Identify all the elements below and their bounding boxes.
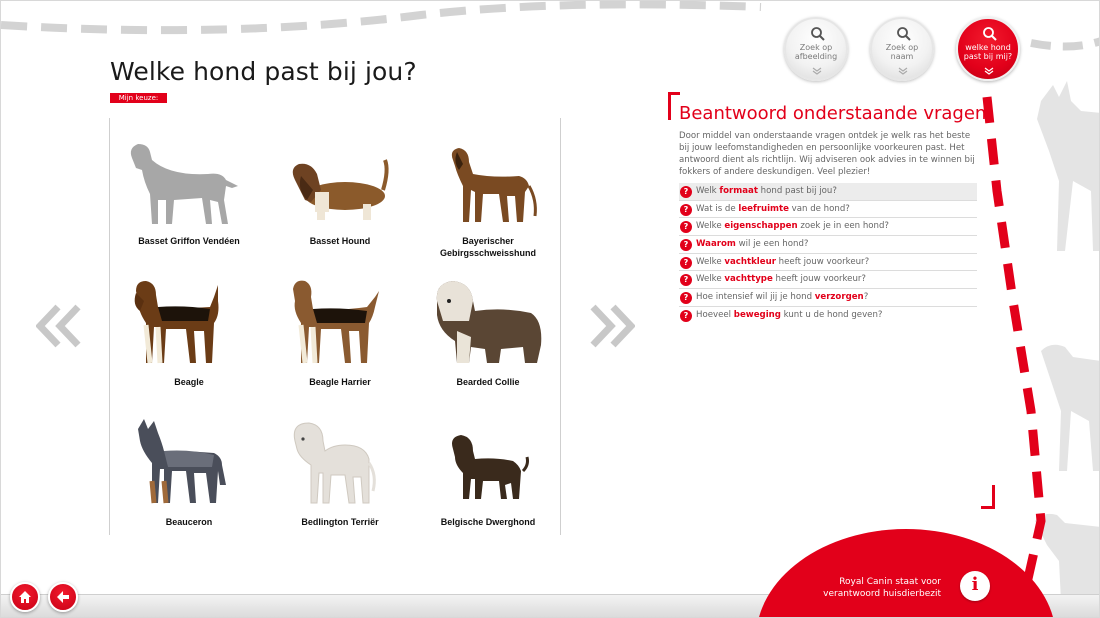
dog-name: Beagle Harrier: [309, 377, 371, 387]
search-by-name-button[interactable]: [870, 17, 934, 81]
dog-card[interactable]: [413, 120, 563, 259]
bavarian-hound-image: [413, 130, 563, 230]
search-icon: [810, 26, 826, 42]
dog-name: Beauceron: [165, 517, 213, 527]
royal-canin-panel: [756, 529, 1056, 618]
home-icon: [18, 590, 32, 604]
beagle-image: [114, 271, 264, 371]
back-arrow-icon: [56, 590, 70, 604]
dog-card[interactable]: [265, 401, 415, 540]
chevron-down-icon: [812, 67, 822, 75]
question-item-waarom[interactable]: ? Waarom wil je een hond?: [679, 236, 977, 254]
question-mark-icon: ?: [680, 257, 692, 269]
question-mark-icon: ?: [680, 186, 692, 198]
dog-card[interactable]: [413, 401, 563, 540]
back-button[interactable]: [48, 582, 78, 612]
question-mark-icon: ?: [680, 239, 692, 251]
search-icon: [896, 26, 912, 42]
belgian-griffon-image: [413, 411, 563, 511]
home-button[interactable]: [10, 582, 40, 612]
basset-hound-image: [265, 130, 415, 230]
double-chevron-right-icon[interactable]: [585, 303, 635, 349]
my-choice-badge[interactable]: Mijn keuze:: [110, 93, 167, 103]
question-item-formaat[interactable]: ? Welk formaat hond past bij jou?: [679, 183, 977, 201]
questionnaire-intro: Door middel van onderstaande vragen ontdek je welk ras het beste bij jouw leefomstandigheden en persoonlijke voorkeuren past. Het antwoord dient als richtlijn. Wij adviseren ook advies in te winnen bij fokkers of andere deskundigen. Veel plezier!: [679, 131, 975, 177]
chevron-down-icon: [898, 67, 908, 75]
bedlington-terrier-image: [265, 411, 415, 511]
question-mark-icon: ?: [680, 310, 692, 322]
question-item-eigenschappen[interactable]: ? Welke eigenschappen zoek je in een hond?: [679, 218, 977, 236]
panel-corner-bottom-right: [981, 485, 995, 509]
dog-name: Bayerischer Gebirgsschweisshund: [439, 236, 537, 258]
which-dog-suits-me-button[interactable]: [956, 17, 1020, 81]
question-list: [679, 183, 977, 325]
dog-card[interactable]: [265, 261, 415, 400]
dog-name: Basset Hound: [309, 236, 371, 246]
question-mark-icon: ?: [680, 204, 692, 216]
search-icon: [982, 26, 998, 42]
beauceron-image: [114, 411, 264, 511]
question-mark-icon: ?: [680, 274, 692, 286]
search-by-name-label: Zoek op naam: [885, 43, 919, 61]
info-button[interactable]: [960, 571, 990, 601]
dog-name: Bearded Collie: [456, 377, 520, 387]
dog-grid: [109, 118, 561, 535]
question-mark-icon: ?: [680, 292, 692, 304]
question-item-leefruimte[interactable]: ? Wat is de leefruimte van de hond?: [679, 201, 977, 219]
question-mark-icon: ?: [680, 221, 692, 233]
chevron-down-icon: [984, 67, 994, 75]
royal-canin-statement: Royal Canin staat voor verantwoord huisdierbezit: [823, 577, 941, 599]
question-item-beweging[interactable]: ? Hoeveel beweging kunt u de hond geven?: [679, 307, 977, 325]
which-dog-suits-me-label: welke hond past bij mij?: [963, 43, 1013, 61]
double-chevron-left-icon[interactable]: [36, 303, 86, 349]
info-icon: i: [971, 574, 979, 595]
dog-silhouette-image: [114, 130, 264, 230]
search-by-image-label: Zoek op afbeelding: [794, 43, 838, 61]
search-by-image-button[interactable]: [784, 17, 848, 81]
bearded-collie-image: [413, 271, 563, 371]
dog-card[interactable]: [114, 120, 264, 259]
dog-name: Bedlington Terriër: [301, 517, 379, 527]
dog-name: Beagle: [174, 377, 204, 387]
dog-card[interactable]: [265, 120, 415, 259]
dog-card[interactable]: [413, 261, 563, 400]
question-item-vachtkleur[interactable]: ? Welke vachtkleur heeft jouw voorkeur?: [679, 254, 977, 272]
dog-card[interactable]: [114, 401, 264, 540]
dog-card[interactable]: [114, 261, 264, 400]
questionnaire-title: Beantwoord onderstaande vragen: [679, 103, 987, 124]
page-title: Welke hond past bij jou?: [110, 57, 417, 86]
question-item-verzorgen[interactable]: ? Hoe intensief wil jij je hond verzorgen?: [679, 289, 977, 307]
beagle-harrier-image: [265, 271, 415, 371]
question-item-vachttype[interactable]: ? Welke vachttype heeft jouw voorkeur?: [679, 271, 977, 289]
dog-name: Belgische Dwerghond: [440, 517, 536, 527]
dog-name: Basset Griffon Vendéen: [138, 236, 240, 246]
